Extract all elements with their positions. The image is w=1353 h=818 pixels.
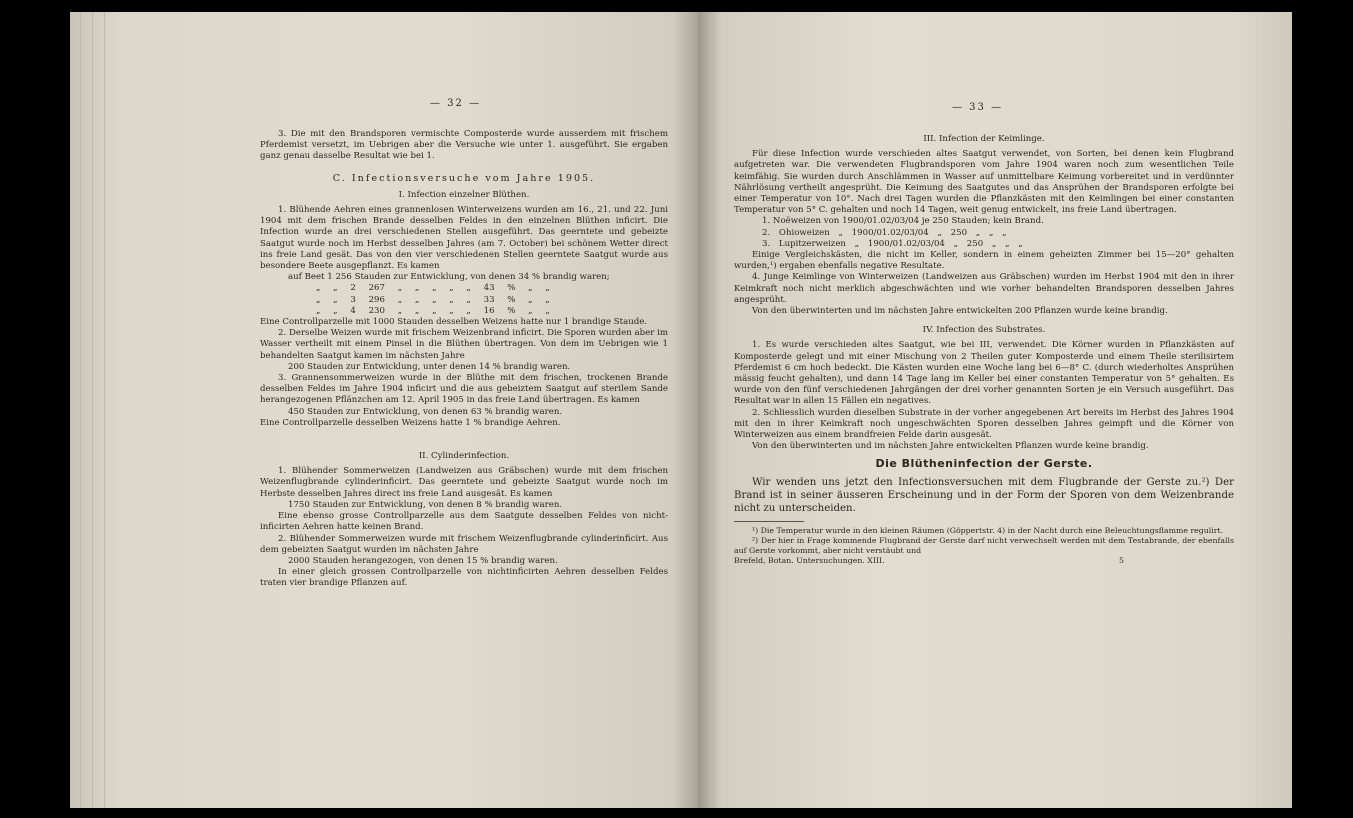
paragraph: Einige Vergleichskästen, die nicht im Keller, sondern in einem geheizten Zimmer bei 15—20° gehalten wurden,¹) ergaben ebenfalls negative Resultate. xyxy=(734,250,1234,272)
right-page xyxy=(698,12,1292,808)
paragraph: 3. Grannensommerweizen wurde in der Blüthe mit dem frischen, trockenen Brande desselben Feldes im Jahre 1904 inficirt und die aus gebeiztem Saatgut auf sterilem Sande herangezogenen Pflänzchen am 12. April 1905 in das freie Land übertragen. Es kamen xyxy=(260,373,668,406)
signature-line xyxy=(734,556,1234,566)
paragraph: 200 Stauden zur Entwicklung, unter denen 14 % brandig waren. xyxy=(288,361,571,372)
left-page xyxy=(70,12,698,808)
paragraph: Eine Controllparzelle desselben Weizens hatte 1 % brandige Aehren. xyxy=(260,417,561,428)
page-number: — 33 — xyxy=(952,102,1004,113)
book-spread xyxy=(70,12,1292,808)
chapter-heading: Die Blütheninfection der Gerste. xyxy=(875,457,1093,471)
subsection-title: III. Infection der Keimlinge. xyxy=(923,134,1045,144)
table-row: „ „ 3 296 „ „ „ „ „ 33 % „ „ xyxy=(316,294,550,305)
subsection-title: I. Infection einzelner Blüthen. xyxy=(398,189,530,200)
table-row: „ „ 4 230 „ „ „ „ „ 16 % „ „ xyxy=(316,305,550,316)
section-title: C. Infectionsversuche vom Jahre 1905. xyxy=(332,172,596,184)
list-item: 1. Noëweizen von 1900/01.02/03/04 je 250 Stauden; kein Brand. xyxy=(762,216,1044,227)
footnote: ²) Der hier in Frage kommende Flugbrand der Gerste darf nicht verwechselt werden mit dem Testabrande, der ebenfalls auf Gerste vorkommt, aber nicht verstäubt und xyxy=(734,535,1234,555)
paragraph: 1. Blühender Sommerweizen (Landweizen aus Gräbschen) wurde mit dem frischen Weizenflugbrande cylinderinficirt. Das geerntete und gebeizte Saatgut wurde noch im Herbste desselben Jahres direct ins freie Land ausgesät. Es kamen xyxy=(260,466,668,499)
paragraph: 2. Schliesslich wurden dieselben Substrate in der vorher angegebenen Art bereits im Herbst des Jahres 1904 mit den in ihrer Keimkraft noch ungeschwächten Sporen desselben Jahres geimpft und die Körner von Winterweizen aus einem brandfreien Felde darin ausgesät. xyxy=(734,407,1234,441)
sheet-number: 5 xyxy=(1119,555,1124,565)
page-edge xyxy=(104,12,105,808)
list-item: 2. Ohioweizen „ 1900/01.02/03/04 „ 250 „ „ „ xyxy=(762,227,1007,238)
signature-mark: Brefeld, Botan. Untersuchungen. XIII. xyxy=(734,555,885,565)
footnote-rule xyxy=(734,521,804,522)
paragraph: 3. Die mit den Brandsporen vermischte Composterde wurde ausserdem mit frischem Pferdemist versetzt, im Uebrigen aber die Versuche wie unter 1. ausgeführt. Sie ergaben ganz genau dasselbe Resultat wie bei 1. xyxy=(260,129,668,162)
paragraph: Eine Controllparzelle mit 1000 Stauden desselben Weizens hatte nur 1 brandige Staude. xyxy=(260,317,648,328)
paragraph: Für diese Infection wurde verschieden altes Saatgut verwendet, von Sorten, bei denen kein Flugbrand aufgetreten war. Die verwendeten Flugbrandsporen vom Jahre 1904 waren noch zum wesentlichen Teile keimfähig. Sie wurden durch Anschlämmen in Wasser auf unmittelbare Keimung vorbereitet und in verdünnter Nährlösung vertheilt angesprüht. Die Keimung des Saatgutes und das Ansprühen der Brandsporen erfolgte bei einer Temperatur von 10°. Nach drei Tagen wurden die Pflanzkästen mit den Keimlingen bei einer constanten Temperatur von 5° C. gehalten und noch 14 Tagen, weit genug entwickelt, ins freie Land übertragen. xyxy=(734,149,1234,216)
paragraph: 1. Es wurde verschieden altes Saatgut, wie bei III, verwendet. Die Körner wurden in Pflanzkästen auf Komposterde gelegt und mit einer Mischung von 2 Theilen guter Komposterde und einem Theile sterilisirtem Pferdemist 6 cm hoch bedeckt. Die Kästen wurden eine Woche lang bei 6—8° C. (durch wiederholtes Ansprühen mässig feucht gehalten), und dann 14 Tage lang im Keller bei einer constanten Temperatur von 5° gehalten. Es wurde von den fünf verschiedenen Jahrgängen der drei vorher genannten Sorten je ein Versuch ausgeführt. Das Resultat war in allen 15 Fällen ein negatives. xyxy=(734,340,1234,407)
left-text-block xyxy=(260,129,668,590)
paragraph: 2000 Stauden herangezogen, von denen 15 % brandig waren. xyxy=(288,555,558,566)
right-text-block xyxy=(734,134,1234,566)
page-number: — 32 — xyxy=(430,98,482,109)
footnote: ¹) Die Temperatur wurde in den kleinen Räumen (Göppertstr. 4) in der Nacht durch eine Beleuchtungsflamme regulirt. xyxy=(752,525,1224,535)
paragraph: 4. Junge Keimlinge von Winterweizen (Landweizen aus Gräbschen) wurden im Herbst 1904 mit den in ihrer Keimkraft noch nicht merklich abgeschwächten und wie vorher behandelten Brandsporen desselben Jahres angesprüht. xyxy=(734,272,1234,305)
paragraph: In einer gleich grossen Controllparzelle von nichtinficirten Aehren desselben Feldes traten vier brandige Pflanzen auf. xyxy=(260,567,668,589)
subsection-title: II. Cylinderinfection. xyxy=(418,451,510,462)
page-edge xyxy=(80,12,81,808)
table-row: „ „ 2 267 „ „ „ „ „ 43 % „ „ xyxy=(316,283,550,294)
paragraph: 2. Blühender Sommerweizen wurde mit frischem Weizenflugbrande cylinderinficirt. Aus dem gebeizten Saatgut wurden im nächsten Jahre xyxy=(260,533,668,555)
paragraph: Von den überwinterten und im nächsten Jahre entwickelten 200 Pflanzen wurde keine brandig. xyxy=(752,306,1168,317)
paragraph: Von den überwinterten und im nächsten Jahre entwickelten Pflanzen wurde keine brandig. xyxy=(752,441,1149,452)
table-row: auf Beet 1 256 Stauden zur Entwicklung, von denen 34 % brandig waren; xyxy=(288,272,610,283)
list-item: 3. Lupitzerweizen „ 1900/01.02/03/04 „ 250 „ „ „ xyxy=(762,238,1023,249)
paragraph: 1750 Stauden zur Entwicklung, von denen 8 % brandig waren. xyxy=(288,499,563,510)
subsection-title: IV. Infection des Substrates. xyxy=(922,325,1046,336)
paragraph: 1. Blühende Aehren eines grannenlosen Winterweizens wurden am 16., 21. und 22. Juni 1904 mit dem frischen Brande desselben Feldes in den einzelnen Blüthen inficirt. Die Infection wurde an drei verschiedenen Stellen ausgeführt. Das geerntete und gebeizte Saatgut wurde noch im Herbst desselben Jahres (am 7. October) bei schönem Wetter direct ins freie Land gesät. Das von den vier verschiedenen Stellen geerntete Saatgut wurde aus besondere Beete ausgepflanzt. Es kamen xyxy=(260,205,668,272)
paragraph: 450 Stauden zur Entwicklung, von denen 63 % brandig waren. xyxy=(288,406,563,417)
paragraph: Eine ebenso grosse Controllparzelle aus dem Saatgute desselben Feldes von nicht-inficirten Aehren hatte keinen Brand. xyxy=(260,511,668,533)
paragraph: Wir wenden uns jetzt den Infectionsversuchen mit dem Flugbrande der Gerste zu.²) Der Brand ist in seiner äusseren Erscheinung und in der Form der Sporen von dem Weizenbrande nicht zu unterscheiden. xyxy=(734,476,1234,514)
paragraph: 2. Derselbe Weizen wurde mit frischem Weizenbrand inficirt. Die Sporen wurden aber im Wasser vertheilt mit einem Pinsel in die Blüthen übertragen. Von dem im Uebrigen wie 1 behandelten Saatgut kamen im nächsten Jahre xyxy=(260,328,668,361)
page-edge xyxy=(92,12,93,808)
